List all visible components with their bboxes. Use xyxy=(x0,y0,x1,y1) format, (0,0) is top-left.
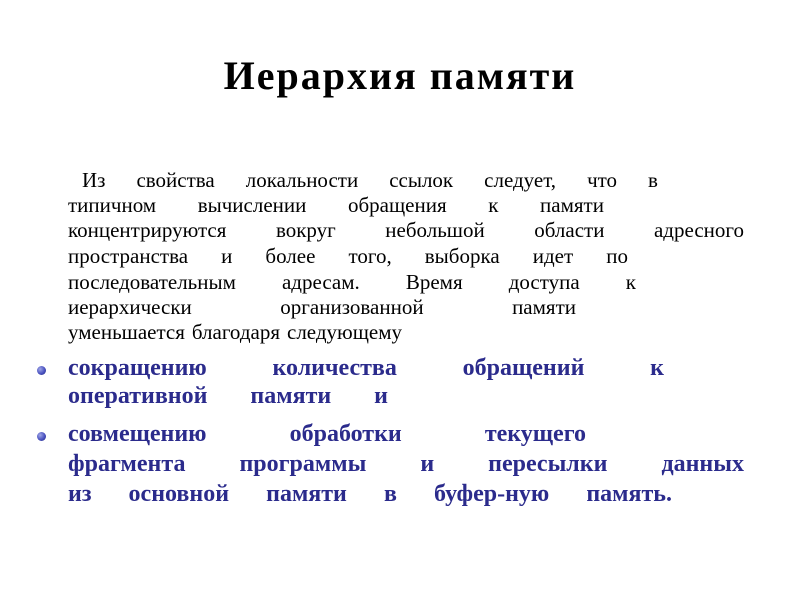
bullet-word: памяти xyxy=(250,383,332,409)
bullet-word: буфер-ную xyxy=(433,481,550,507)
paragraph-word: Время xyxy=(405,270,463,294)
paragraph-word: локальности xyxy=(245,168,359,192)
paragraph-word: области xyxy=(534,218,605,242)
paragraph-line xyxy=(68,320,402,344)
paragraph-word: к xyxy=(488,193,499,217)
slide-title: Иерархия памяти xyxy=(223,53,577,98)
paragraph-word: уменьшается xyxy=(68,320,185,344)
paragraph-word: иерархически xyxy=(68,295,192,319)
paragraph-word: вычислении xyxy=(197,193,307,217)
paragraph-word: что xyxy=(587,168,618,192)
paragraph-word: идет xyxy=(532,244,574,268)
bullet-dot-icon xyxy=(37,366,46,375)
paragraph-word: ссылок xyxy=(389,168,454,192)
paragraph-word: выборка xyxy=(424,244,500,268)
paragraph-word: по xyxy=(606,244,628,268)
bullet-line xyxy=(68,420,586,448)
bullet-word: обращений xyxy=(462,355,585,381)
paragraph-word: небольшой xyxy=(385,218,485,242)
paragraph-word: обращения xyxy=(347,193,447,217)
paragraph-word: адресам. xyxy=(281,270,360,294)
paragraph-word: доступа xyxy=(508,270,580,294)
bullet-word: и xyxy=(374,383,388,409)
paragraph-word: пространства xyxy=(68,244,189,268)
paragraph-word: последовательным xyxy=(68,270,236,294)
paragraph-word: памяти xyxy=(540,193,604,217)
bullet-word: пересылки xyxy=(488,451,608,477)
paragraph-word: адресного xyxy=(653,218,744,242)
paragraph-word: следует, xyxy=(484,168,557,192)
paragraph-word: памяти xyxy=(512,295,576,319)
bullet-word: памяти xyxy=(266,481,347,507)
paragraph-word: в xyxy=(648,168,658,192)
bullet-line xyxy=(68,480,672,508)
bullet-line xyxy=(68,354,664,382)
paragraph-word: следующему xyxy=(287,320,402,344)
bullet-word: текущего xyxy=(484,421,586,447)
bullet-dot-icon xyxy=(37,432,46,441)
bullet-word: в xyxy=(383,481,397,507)
bullet-word: сокращению xyxy=(68,355,207,381)
bullet-word: программы xyxy=(239,451,367,477)
paragraph-word: вокруг xyxy=(275,218,336,242)
bullet-line xyxy=(68,382,388,410)
paragraph-word: благодаря xyxy=(191,320,280,344)
bullet-word: фрагмента xyxy=(68,451,186,477)
bullet-word: и xyxy=(420,451,435,477)
paragraph-word: к xyxy=(625,270,636,294)
paragraph-line xyxy=(68,193,604,217)
paragraph-word: и xyxy=(221,244,233,268)
bullet-word: оперативной xyxy=(68,383,208,409)
bullet-word: данных xyxy=(661,451,744,477)
paragraph-word: типичном xyxy=(68,193,157,217)
bullet-word: количества xyxy=(272,355,397,381)
bullet-word: основной xyxy=(128,481,230,507)
paragraph-word: более xyxy=(265,244,316,268)
paragraph-line xyxy=(68,295,576,319)
bullet-word: обработки xyxy=(289,421,402,447)
paragraph-word: концентрируются xyxy=(68,218,227,242)
bullet-word: память. xyxy=(586,481,672,507)
paragraph-line xyxy=(68,270,636,294)
paragraph-word: Из xyxy=(82,168,106,192)
bullet-line xyxy=(68,450,744,478)
paragraph-line xyxy=(68,218,744,242)
bullet-word: из xyxy=(68,481,92,507)
paragraph-line xyxy=(68,244,628,268)
bullet-word: к xyxy=(650,355,664,381)
paragraph-line xyxy=(82,168,658,192)
paragraph-word: того, xyxy=(348,244,392,268)
bullet-word: совмещению xyxy=(68,421,207,447)
paragraph-word: организованной xyxy=(280,295,424,319)
paragraph-word: свойства xyxy=(136,168,215,192)
